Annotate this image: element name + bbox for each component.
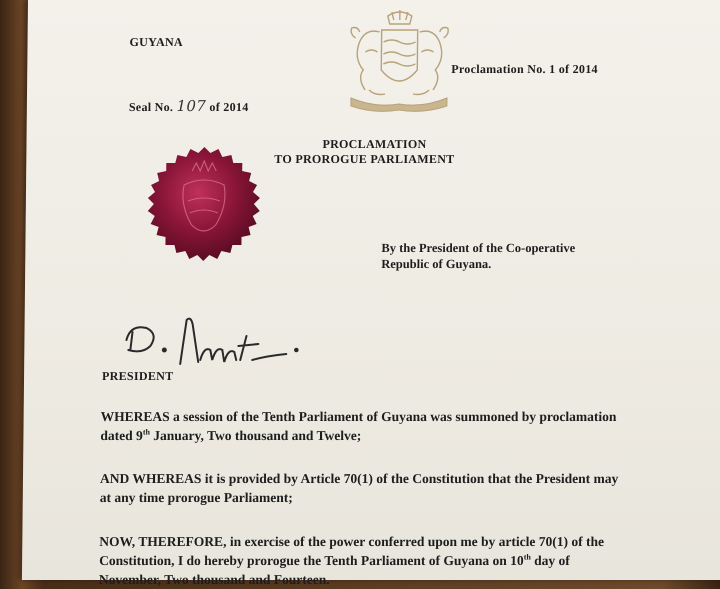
whereas-1-date-prefix: dated 9 [100, 428, 143, 443]
whereas-1-date-suffix: January, Two thousand and Twelve; [149, 428, 362, 443]
whereas-1-line-a: WHEREAS a session of the Tenth Parliament of Guyana was summoned by proclamation [100, 409, 617, 424]
issuer-line-2: Republic of Guyana. [381, 257, 492, 271]
now-line-b-prefix: Constitution, I do hereby prorogue the Tenth Parliament of Guyana on 10 [99, 553, 524, 568]
whereas-1-line-b [100, 426, 616, 445]
title-line-2: TO PROROGUE PARLIAMENT [274, 152, 455, 166]
title-line-1: PROCLAMATION [322, 137, 427, 151]
country-heading: GUYANA [129, 35, 184, 49]
whereas-clause-1 [100, 407, 616, 445]
signer-title: PRESIDENT [101, 369, 174, 383]
seal-label: Seal No. [128, 100, 174, 114]
ordinal-superscript: th [523, 552, 531, 562]
now-line-b [99, 551, 604, 570]
ordinal-superscript: th [142, 427, 151, 437]
whereas-2-line-b: at any time prorogue Parliament; [99, 490, 293, 505]
coat-of-arms-icon [335, 8, 464, 116]
wax-seal-icon [131, 145, 276, 273]
seal-number-line [129, 97, 249, 115]
now-line-b-suffix: day of [530, 553, 570, 568]
now-line-a: NOW, THEREFORE, in exercise of the power conferred upon me by article 70(1) of the [99, 534, 605, 549]
issuer-line-1: By the President of the Co-operative [381, 241, 576, 255]
whereas-2-line-a: AND WHEREAS it is provided by Article 70(1) of the Constitution that the President may [99, 471, 619, 486]
now-therefore-clause [99, 532, 604, 589]
now-line-c: November, Two thousand and Fourteen. [98, 572, 330, 587]
seal-number-handwritten: 107 [176, 97, 207, 115]
proclamation-document [22, 0, 720, 587]
seal-year: of 2014 [209, 100, 249, 114]
whereas-clause-2 [100, 469, 619, 507]
proclamation-number: Proclamation No. 1 of 2014 [451, 62, 598, 76]
